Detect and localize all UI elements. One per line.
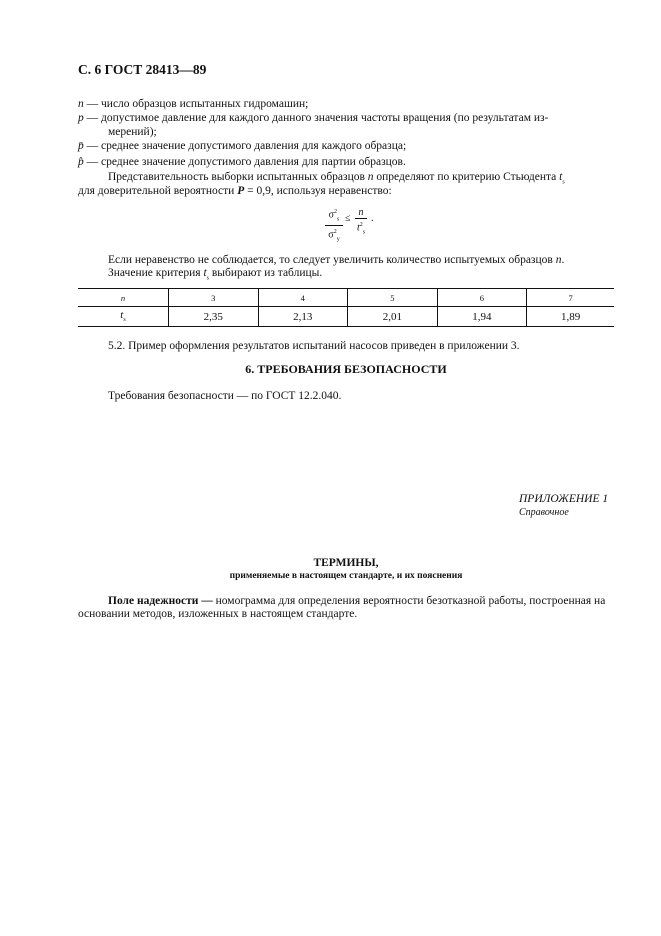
definition-p: [78, 111, 548, 125]
var-t: t: [356, 222, 360, 234]
term-name: Поле надежности —: [108, 595, 213, 607]
var-P: P: [237, 185, 245, 197]
after-formula-line2: [108, 266, 322, 285]
var-n: n: [367, 171, 374, 183]
definition-p-hat: [78, 155, 406, 169]
formula-left-numerator: [325, 207, 343, 226]
definition-p-bar: [78, 139, 406, 153]
text-run: Если неравенство не соблюдается, то следует увеличить количество испытуемых образцов: [108, 254, 556, 266]
var-t: t: [120, 309, 124, 322]
formula-right-numerator: n: [355, 207, 367, 219]
text-run: определяют по критерию Стьюдента: [373, 171, 560, 183]
sigma: σ: [328, 209, 335, 221]
definition-p-continuation: мерений);: [108, 126, 157, 138]
paragraph-5-2: 5.2. Пример оформления результатов испытаний насосов приведен в приложении 3.: [108, 340, 520, 352]
subscript: s: [362, 229, 366, 236]
formula-right-denominator: [355, 219, 367, 238]
definition-text: — среднее значение допустимого давления для партии образцов.: [83, 156, 406, 168]
page-header: С. 6 ГОСТ 28413—89: [78, 62, 207, 77]
table-cell: 1,89: [527, 307, 614, 327]
definition-symbol: p: [78, 112, 84, 124]
text-run: .: [561, 254, 565, 266]
table-header-row: [78, 289, 614, 307]
inequality-formula: [325, 207, 385, 247]
terms-definition-line1: [108, 594, 605, 608]
terms-title: ТЕРМИНЫ,: [313, 557, 379, 569]
text-run: Значение критерия: [108, 267, 204, 279]
definition-symbol: p̂: [78, 156, 84, 168]
text-run: выбирают из таблицы.: [208, 267, 323, 279]
formula-left-denominator: [325, 226, 343, 245]
table-cell: 1,94: [437, 307, 527, 327]
table-cell: 2,35: [169, 307, 259, 327]
table-header-cell: 3: [169, 289, 259, 307]
appendix-title: ПРИЛОЖЕНИЕ 1: [519, 493, 609, 505]
var-n: n: [555, 254, 562, 266]
table-row: [78, 307, 614, 327]
formula-end-period: .: [371, 213, 374, 224]
table-cell: 2,01: [348, 307, 438, 327]
sigma: σ: [328, 229, 334, 241]
table-header-cell: n: [78, 289, 169, 307]
subscript: y: [336, 236, 340, 243]
terms-definition-line2: основании методов, изложенных в настоящем стандарте.: [78, 608, 358, 620]
subscript: s: [337, 216, 340, 223]
definition-n: [78, 97, 308, 111]
representativeness-line2: [78, 184, 392, 198]
var-t-subscript: s: [206, 275, 209, 282]
appendix-subtitle: Справочное: [519, 507, 569, 518]
var-t: t: [203, 267, 207, 279]
superscript: 2: [359, 222, 363, 228]
section-6-text: Требования безопасности — по ГОСТ 12.2.040.: [108, 390, 342, 402]
var-t: t: [559, 171, 563, 183]
formula-le-sign: ≤: [345, 213, 351, 224]
table-header-cell: 7: [527, 289, 614, 307]
table-cell: 2,13: [258, 307, 348, 327]
after-formula-line1: [108, 253, 564, 267]
table-header-cell: 5: [348, 289, 438, 307]
table-row-label: [78, 307, 169, 327]
section-6-title: 6. ТРЕБОВАНИЯ БЕЗОПАСНОСТИ: [245, 362, 447, 376]
definition-symbol: n: [78, 98, 84, 110]
superscript: 2: [333, 229, 337, 236]
student-criterion-table: [78, 288, 614, 327]
formula-right-fraction: [355, 207, 367, 238]
formula-left-fraction: [325, 207, 343, 246]
text-run: Представительность выборки испытанных образцов: [108, 171, 368, 183]
terms-subtitle: применяемые в настоящем стандарте, и их пояснения: [229, 571, 463, 581]
text-run: для доверительной вероятности: [78, 185, 238, 197]
definition-symbol: p̄: [78, 140, 84, 152]
definition-text: — допустимое давление для каждого данного значения частоты вращения (по результатам из-: [83, 112, 549, 124]
var-t-subscript: s: [562, 179, 565, 186]
subscript: s: [123, 317, 126, 324]
table-header-cell: 6: [437, 289, 527, 307]
text-run: = 0,9, используя неравенство:: [244, 185, 392, 197]
definition-text: — число образцов испытанных гидромашин;: [83, 98, 309, 110]
superscript: 2: [334, 209, 338, 215]
table-header-cell: 4: [258, 289, 348, 307]
definition-text: — среднее значение допустимого давления для каждого образца;: [83, 140, 407, 152]
text-run: номограмма для определения вероятности безотказной работы, построенная на: [212, 595, 606, 607]
